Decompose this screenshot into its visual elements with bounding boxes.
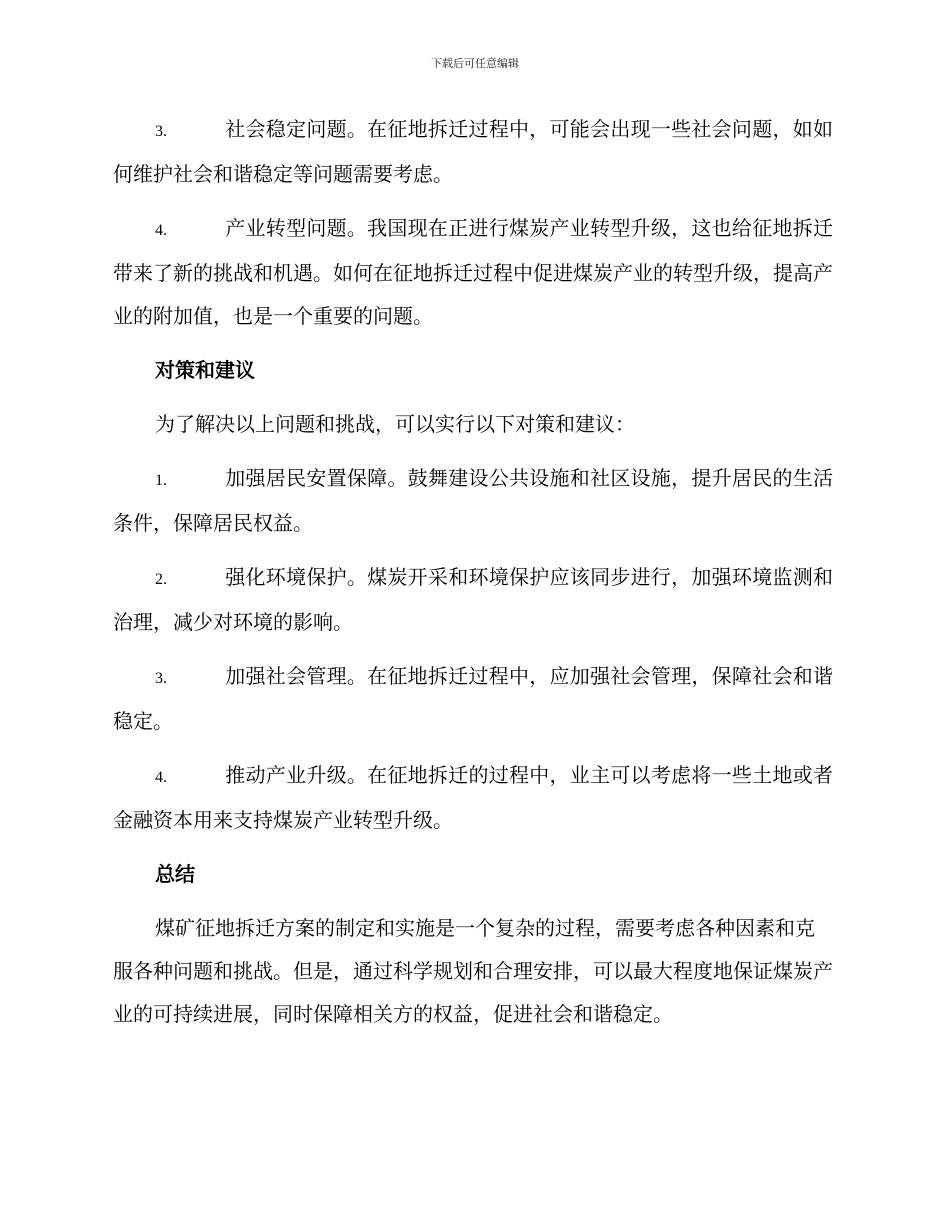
list-item-challenge-4 [113, 207, 833, 338]
list-item-measure-2 [113, 556, 833, 644]
list-number: 1. [155, 472, 167, 489]
list-text: 加强居民安置保障。鼓舞建设公共设施和社区设施，提升居民的生活条件，保障居民权益。 [113, 466, 833, 535]
list-item-measure-3 [113, 655, 833, 743]
measures-intro: 为了解决以上问题和挑战，可以实行以下对策和建议： [155, 412, 635, 436]
section-heading-summary: 总结 [155, 862, 195, 886]
list-item-challenge-3 [113, 108, 833, 196]
summary-paragraph: 煤矿征地拆迁方案的制定和实施是一个复杂的过程，需要考虑各种因素和克服各种问题和挑战。但是，通过科学规划和合理安排，可以最大程度地保证煤炭产业的可持续进展，同时保障相关方的权益，促进社会和谐稳定。 [113, 916, 833, 1026]
list-item-measure-4 [113, 754, 833, 842]
list-text: 社会稳定问题。在征地拆迁过程中，可能会出现一些社会问题，如如何维护社会和谐稳定等问题需要考虑。 [113, 117, 833, 186]
list-number: 3. [155, 670, 167, 687]
list-number: 4. [155, 769, 167, 786]
list-text: 产业转型问题。我国现在正进行煤炭产业转型升级，这也给征地拆迁带来了新的挑战和机遇。如何在征地拆迁过程中促进煤炭产业的转型升级，提高产业的附加值，也是一个重要的问题。 [113, 216, 833, 328]
section-heading-measures: 对策和建议 [155, 358, 255, 382]
list-text: 推动产业升级。在征地拆迁的过程中，业主可以考虑将一些土地或者金融资本用来支持煤炭产业转型升级。 [113, 763, 833, 832]
header-note: 下载后可任意编辑 [431, 57, 519, 70]
list-item-measure-1 [113, 457, 833, 545]
list-text: 加强社会管理。在征地拆迁过程中，应加强社会管理，保障社会和谐稳定。 [113, 664, 833, 733]
list-number: 2. [155, 571, 167, 588]
list-number: 4. [155, 222, 167, 239]
list-number: 3. [155, 123, 167, 140]
list-text: 强化环境保护。煤炭开采和环境保护应该同步进行，加强环境监测和治理，减少对环境的影响。 [113, 565, 833, 634]
document-body [113, 108, 833, 1047]
